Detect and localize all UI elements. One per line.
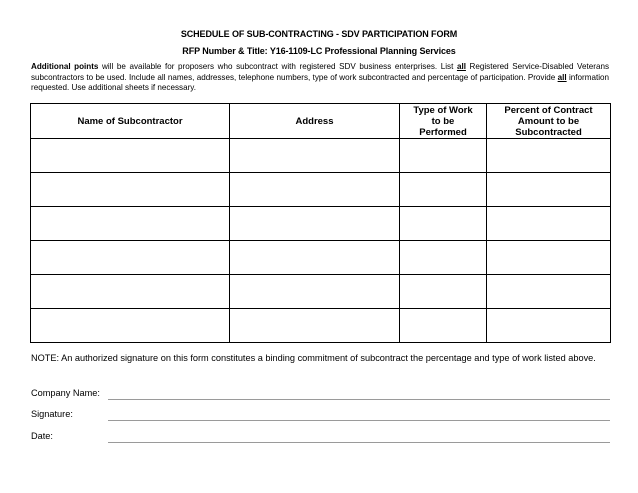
cell-address[interactable] [230, 275, 400, 309]
cell-type-of-work[interactable] [400, 275, 487, 309]
column-header-percent [487, 104, 611, 139]
instructions-emphasis: all [557, 72, 567, 82]
subcontractor-table [30, 103, 611, 343]
cell-percent[interactable] [487, 139, 611, 173]
instructions-text: Registered Service-Disabled Veterans subcontractors to be used. Include all names, addresses, telephone numbers, type of work subcontracted and percentage of participation. Provide [31, 62, 609, 82]
date-label: Date: [31, 431, 53, 441]
table-row [31, 309, 611, 343]
cell-type-of-work[interactable] [400, 173, 487, 207]
instructions-text: will be available for proposers who subcontract with registered SDV business enterprises. List [98, 62, 457, 71]
table-row [31, 173, 611, 207]
table-row [31, 139, 611, 173]
signature-note: NOTE: An authorized signature on this form constitutes a binding commitment of subcontract the percentage and type of work listed above. [31, 353, 596, 363]
instructions-paragraph [31, 62, 609, 94]
instructions-text: information requested. Use additional sheets if necessary. [31, 72, 609, 92]
table-row [31, 241, 611, 275]
company-name-input-line[interactable] [108, 399, 610, 400]
company-name-field [31, 388, 610, 402]
cell-name[interactable] [31, 275, 230, 309]
cell-type-of-work[interactable] [400, 139, 487, 173]
signature-label: Signature: [31, 409, 73, 419]
column-header-percent-label: Percent of Contract Amount to be Subcontracted [504, 104, 593, 138]
cell-percent[interactable] [487, 275, 611, 309]
form-title: SCHEDULE OF SUB-CONTRACTING - SDV PARTICIPATION FORM [180, 29, 458, 39]
cell-address[interactable] [230, 207, 400, 241]
cell-name[interactable] [31, 173, 230, 207]
cell-type-of-work[interactable] [400, 207, 487, 241]
cell-name[interactable] [31, 139, 230, 173]
rfp-subtitle: RFP Number & Title: Y16-1109-LC Professional Planning Services [182, 46, 456, 56]
cell-address[interactable] [230, 139, 400, 173]
signature-field [31, 409, 610, 423]
cell-percent[interactable] [487, 173, 611, 207]
cell-type-of-work[interactable] [400, 309, 487, 343]
date-field [31, 431, 610, 445]
cell-address[interactable] [230, 241, 400, 275]
company-name-label: Company Name: [31, 388, 100, 398]
cell-name[interactable] [31, 309, 230, 343]
cell-address[interactable] [230, 309, 400, 343]
table-row [31, 207, 611, 241]
signature-input-line[interactable] [108, 420, 610, 421]
instructions-lead: Additional points [31, 62, 99, 71]
cell-percent[interactable] [487, 207, 611, 241]
cell-percent[interactable] [487, 309, 611, 343]
table-header-row [31, 104, 611, 139]
table-row [31, 275, 611, 309]
date-input-line[interactable] [108, 442, 610, 443]
column-header-type-of-work [400, 104, 487, 139]
column-header-type-of-work-label: Type of Work to be Performed [413, 104, 473, 138]
column-header-name: Name of Subcontractor [31, 104, 230, 139]
column-header-address: Address [230, 104, 400, 139]
instructions-emphasis: all [456, 62, 466, 71]
cell-address[interactable] [230, 173, 400, 207]
cell-name[interactable] [31, 207, 230, 241]
cell-name[interactable] [31, 241, 230, 275]
cell-type-of-work[interactable] [400, 241, 487, 275]
cell-percent[interactable] [487, 241, 611, 275]
